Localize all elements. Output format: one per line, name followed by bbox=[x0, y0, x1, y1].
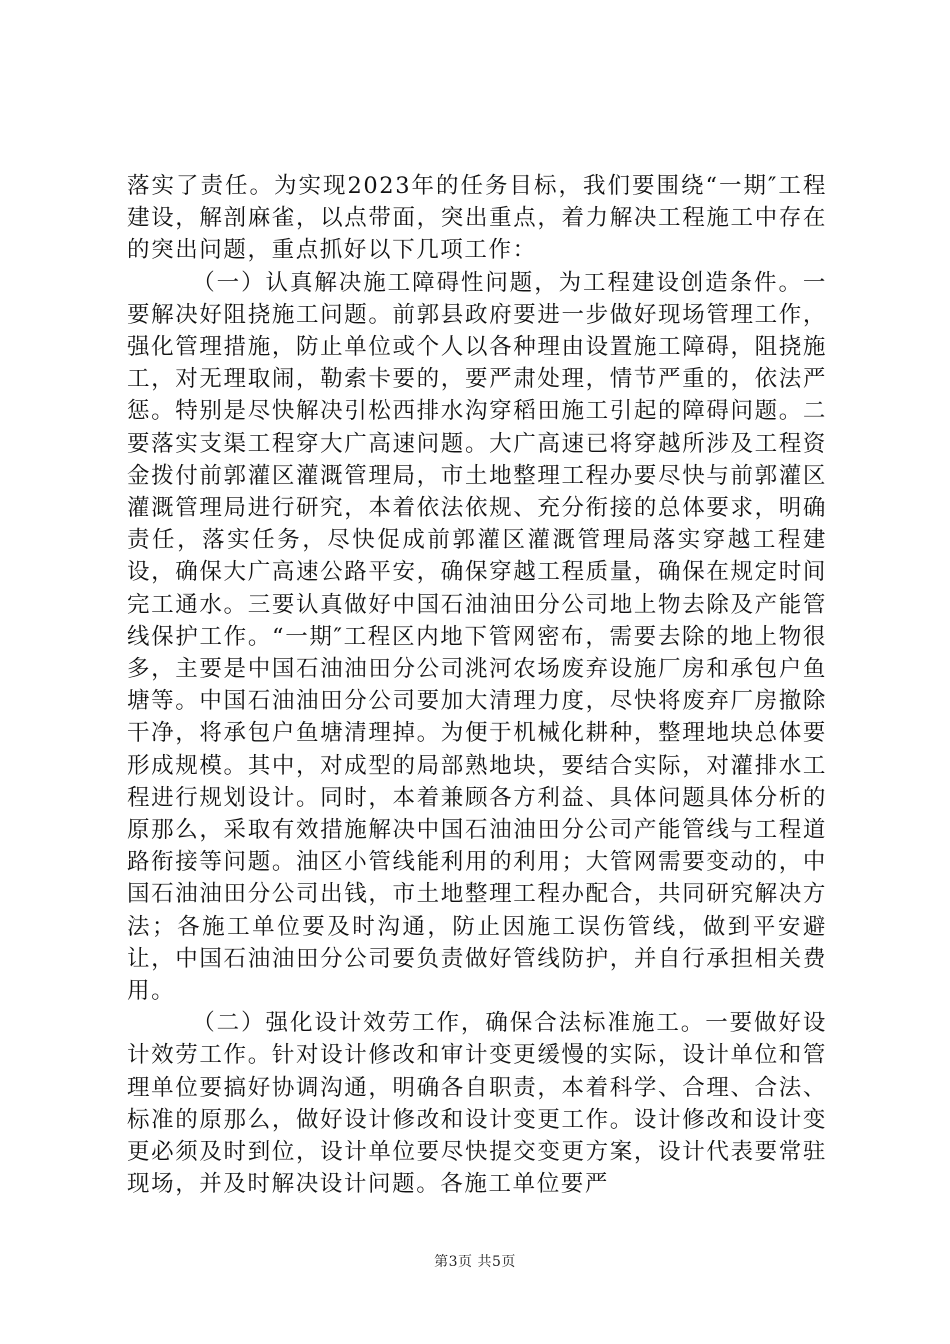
paragraph-continuation: 落实了责任。为实现2023年的任务目标，我们要围绕“一期″工程建设，解剖麻雀，以点带面，突出重点，着力解决工程施工中存在的突出问题，重点抓好以下几项工作： bbox=[127, 173, 827, 264]
paragraph-section-one: （一）认真解决施工障碍性问题，为工程建设创造条件。一要解决好阻挠施工问题。前郭县政府要进一步做好现场管理工作，强化管理措施，防止单位或个人以各种理由设置施工障碍，阻挠施工，对无理取闹，勒索卡要的，要严肃处理，情节严重的，依法严惩。特别是尽快解决引松西排水沟穿稻田施工引起的障碍问题。二要落实支渠工程穿大广高速问题。大广高速已将穿越所涉及工程资金拨付前郭灌区灌溉管理局，市土地整理工程办要尽快与前郭灌区灌溉管理局进行研究，本着依法依规、充分衔接的总体要求，明确责任，落实任务，尽快促成前郭灌区灌溉管理局落实穿越工程建设，确保大广高速公路平安，确保穿越工程质量，确保在规定时间完工通水。三要认真做好中国石油油田分公司地上物去除及产能管线保护工作。“一期″工程区内地下管网密布，需要去除的地上物很多，主要是中国石油油田分公司洮河农场废弃设施厂房和承包户鱼塘等。中国石油油田分公司要加大清理力度，尽快将废弃厂房撤除干净，将承包户鱼塘清理掉。为便于机械化耕种，整理地块总体要形成规模。其中，对成型的局部熟地块，要结合实际，对灌排水工程进行规划设计。同时，本着兼顾各方利益、具体问题具体分析的原那么，采取有效措施解决中国石油油田分公司产能管线与工程道路衔接等问题。油区小管线能利用的利用；大管网需要变动的，中国石油油田分公司出钱，市土地整理工程办配合，共同研究解决方法；各施工单位要及时沟通，防止因施工误伤管线，做到平安避让，中国石油油田分公司要负责做好管线防护，并自行承担相关费用。 bbox=[127, 269, 827, 1005]
document-body bbox=[127, 170, 827, 1201]
page-number-footer: 第3页 共5页 bbox=[434, 1254, 516, 1270]
paragraph-section-two: （二）强化设计效劳工作，确保合法标准施工。一要做好设计效劳工作。针对设计修改和审计变更缓慢的实际，设计单位和管理单位要搞好协调沟通，明确各自职责，本着科学、合理、合法、标准的原那么，做好设计修改和设计变更工作。设计修改和设计变更必须及时到位，设计单位要尽快提交变更方案，设计代表要常驻现场，并及时解决设计问题。各施工单位要严 bbox=[127, 1010, 827, 1198]
